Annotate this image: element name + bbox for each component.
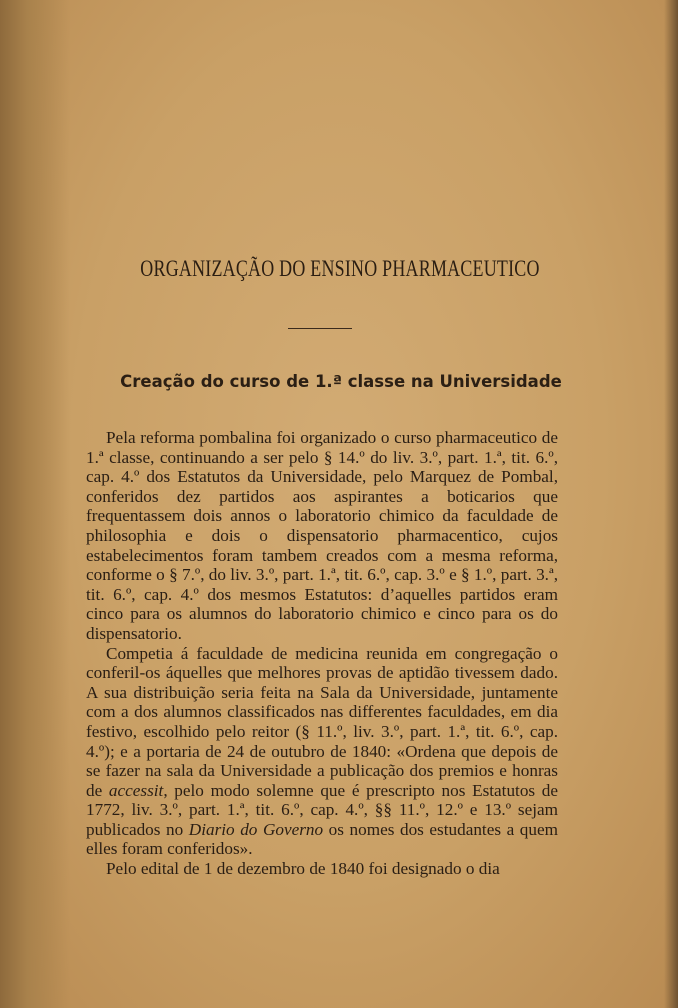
section-subtitle: Creação do curso de 1.ª classe na Universidade [120,372,562,391]
paragraph-3 [86,859,558,879]
paragraph-2-text-a: Competia á faculdade de medicina reunida em congregação o conferil-os áquelles que melhores provas de aptidão tivessem dado. A sua distribuição seria feita na Sala da Universidade, juntamente com a dos alumnos classificados nas differentes faculdades, em dia festivo, escolhido pelo reitor (§ 11.º, liv. 3.º, part. 1.ª, tit. 6.º, cap. 4.º); e a portaria de 24 de outubro de 1840: «Ordena que depois de se fazer na sala da Universidade a publicação dos premios e honras de [86,643,558,800]
paragraph-2-text-c: os nomes dos estudantes a quem elles foram conferidos». [86,819,558,859]
paragraph-3-text: Pelo edital de 1 de dezembro de 1840 foi designado o dia [106,859,500,879]
paragraph-1-text: Pela reforma pombalina foi organizado o curso pharmaceutico de 1.ª classe, continuando a ser pelo § 14.º do liv. 3.º, part. 1.ª, tit. 6.º, cap. 4.º dos Estatutos da Universidade, pelo Marquez de Pombal, conferidos dez partidos aos aspirantes a boticarios que frequentassem dois annos o laboratorio chimico da faculdade de philosophia e dois o dispensatorio pharmacentico, cujos estabelecimentos foram tambem creados com a mesma reforma, conforme o § 7.º, do liv. 3.º, part. 1.ª, tit. 6.º, cap. 3.º e § 1.º, part. 3.ª, tit. 6.º, cap. 4.º dos mesmos Estatutos: d’aquelles partidos eram cinco para os alumnos do laboratorio chimico e cinco para os do dispensatorio. [86,428,558,643]
paragraph-2-italic-accessit: accessit [108,780,164,800]
body-text [86,428,558,879]
paragraph-2 [86,644,558,860]
chapter-title: ORGANIZAÇÃO DO ENSINO PHARMACEUTICO [140,256,540,281]
title-divider [288,328,352,329]
paragraph-2-text-b: , pelo modo solemne que é prescripto nos Estatutos de 1772, liv. 3.º, part. 1.ª, tit. 6.º, cap. 4.º, §§ 11.º, 12.º e 13.º sejam publicados no [86,780,558,839]
paragraph-2-italic-diario: Diario do Governo [188,819,324,839]
paragraph-1 [86,428,558,644]
